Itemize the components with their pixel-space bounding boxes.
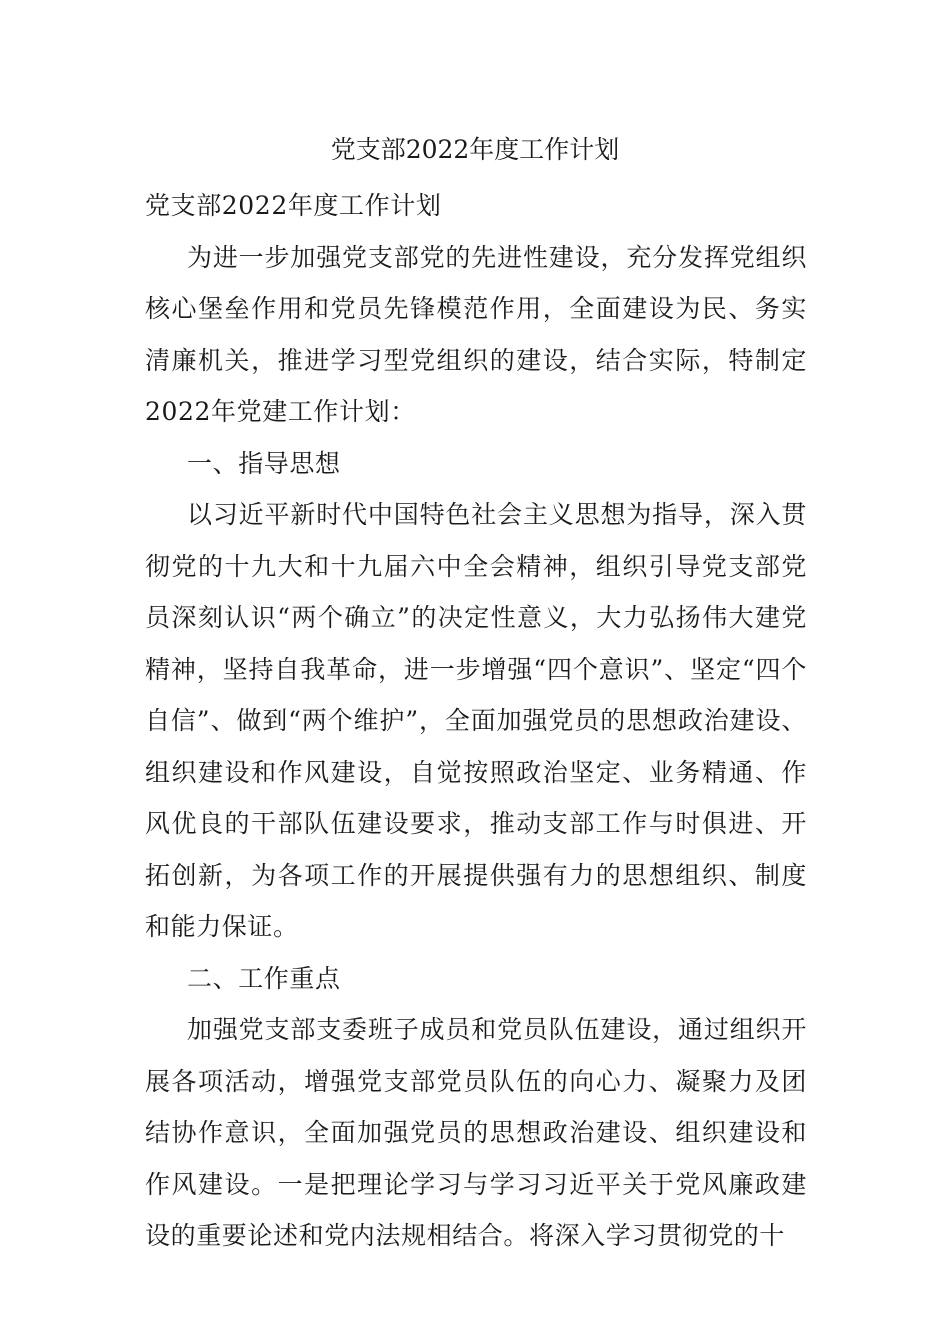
section-heading-work-focus: 二、工作重点	[187, 963, 341, 993]
document-body	[145, 180, 807, 1262]
document-subtitle: 党支部2022年度工作计划	[145, 191, 442, 220]
page-title: 党支部2022年度工作计划	[330, 135, 620, 164]
paragraph-intro: 为进一步加强党支部党的先进性建设，充分发挥党组织核心堡垒作用和党员先锋模范作用，全面建设为民、务实清廉机关，推进学习型党组织的建设，结合实际，特制定2022年党建工作计划：	[145, 242, 807, 426]
paragraph-guiding-thought: 以习近平新时代中国特色社会主义思想为指导，深入贯彻党的十九大和十九届六中全会精神，组织引导党支部党员深刻认识“两个确立”的决定性意义，大力弘扬伟大建党精神，坚持自我革命，进一步增强“四个意识”、坚定“四个自信”、做到“两个维护”，全面加强党员的思想政治建设、组织建设和作风建设，自觉按照政治坚定、业务精通、作风优良的干部队伍建设要求，推动支部工作与时俱进、开拓创新，为各项工作的开展提供强有力的思想组织、制度和能力保证。	[145, 500, 807, 941]
paragraph-work-focus: 加强党支部支委班子成员和党员队伍建设，通过组织开展各项活动，增强党支部党员队伍的向心力、凝聚力及团结协作意识，全面加强党员的思想政治建设、组织建设和作风建设。一是把理论学习与学习习近平关于党风廉政建设的重要论述和党内法规相结合。将深入学习贯彻党的十	[145, 1015, 807, 1250]
section-heading-guiding-thought: 一、指导思想	[187, 448, 341, 478]
